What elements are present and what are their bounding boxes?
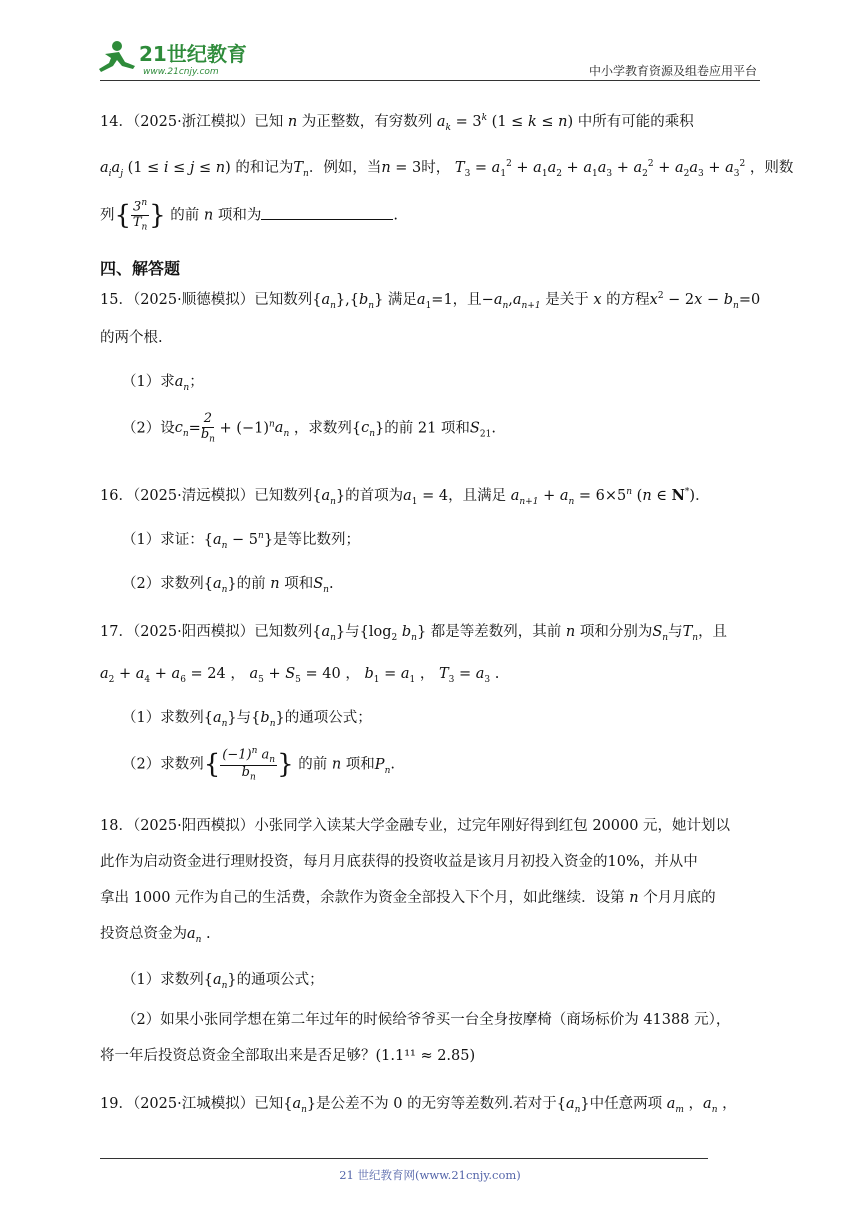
q18-part2-cont: 将一年后投资总资金全部取出来是否足够？(1.1¹¹ ≈ 2.85) (100, 1048, 476, 1064)
q18-part2: （2）如果小张同学想在第二年过年的时候给爷爷买一台全身按摩椅（商场标价为 41388 元）， (122, 1012, 731, 1028)
footer-link[interactable]: 21 世纪教育网(www.21cnjy.com) (339, 1168, 521, 1182)
logo-url-text: www.21cnjy.com (143, 67, 219, 77)
q15-line2: 的两个根. (100, 330, 163, 346)
header-divider (100, 80, 760, 81)
section-heading: 四、解答题 (100, 259, 181, 278)
q18-line4: 投资总资金为$a_n$ . (100, 926, 211, 945)
q14-line2: $a_ia_j$ (1 ≤ i ≤ j ≤ n) 的和记为$T_n$．例如，当n = 3时， $T_3 = a_1^2 + a_1a_2 + a_1a_3 + a_2^2 + a_2a_3 + a_3^2$ ，则数 (100, 159, 794, 179)
q18-line3: 拿出 1000 元作为自己的生活费，余款作为资金全部投入下个月，如此继续．设第 n 个月月底的 (100, 890, 716, 906)
answer-blank[interactable] (261, 205, 393, 220)
header-platform-text: 中小学教育资源及组卷应用平台 (588, 64, 757, 78)
q18-part1: （1）求数列$\{a_n\}$的通项公式； (122, 972, 324, 991)
q16-part1: （1）求证：$\{a_n - 5^n\}$是等比数列； (122, 531, 361, 551)
q18-line2: 此作为启动资金进行理财投资，每月月底获得的投资收益是该月月初投入资金的10%，并从中 (100, 854, 698, 870)
q18-line1: 18．（2025·阳西模拟）小张同学入读某大学金融专业，过完年刚好得到红包 20000 元，她计划以 (100, 818, 731, 834)
q14-line3: 列{ $\frac{3^n}{T_n}$ } 的前 n 项和为 . (100, 198, 398, 233)
footer-divider (100, 1158, 708, 1159)
q17-line1: 17．（2025·阳西模拟）已知数列$\{a_n\}$与{$\log_2$ $b_n$} 都是等差数列，其前 n 项和分别为$S_n$与$T_n$，且 (100, 624, 728, 643)
q19-line1: 19．（2025·江城模拟）已知$\{a_n\}$是公差不为 0 的无穷等差数列.若对于$\{a_n\}$中任意两项 $a_m$ ，$a_n$ ， (100, 1096, 737, 1115)
site-logo (95, 36, 265, 80)
q15-part1: （1）求$a_n$； (122, 374, 204, 393)
q16-line1: 16．（2025·清远模拟）已知数列$\{a_n\}$的首项为$a_1 = 4$，且满足 $a_{n+1} + a_n = 6\times 5^n$ (n ∈ N*)． (100, 487, 710, 507)
q15-part2: （2）设$c_n=$ $\frac{2}{b_n}$ + $(-1)^na_n$ ，求数列$\{c_n\}$的前 21 项和$S_{21}$. (122, 411, 496, 445)
q17-part2: （2）求数列{ $\frac{(-1)^n a_n}{b_n}$ } 的前 n 项和$P_n$. (122, 746, 395, 783)
q17-part1: （1）求数列$\{a_n\}$与$\{b_n\}$的通项公式； (122, 710, 372, 729)
q16-part2: （2）求数列$\{a_n\}$的前 n 项和$S_n$. (122, 576, 334, 595)
q15-line1: 15．（2025·顺德模拟）已知数列$\{a_n\},\{b_n\}$ 满足$a_1=1$，且$-a_n,a_{n+1}$ 是关于 x 的方程$x^2 - 2x - b_n=0$ (100, 291, 761, 311)
q17-line2: $a_2 + a_4 + a_6 = 24$ ， $a_5 + S_5 = 40$ ， $b_1 = a_1$ ， $T_3 = a_3$ . (100, 666, 500, 685)
q14-line1: 14．（2025·浙江模拟）已知 n 为正整数，有穷数列 $a_k = 3^k$ (1 ≤ k ≤ n) 中所有可能的乘积 (100, 113, 694, 133)
logo-main-text: 21世纪教育 (139, 42, 247, 66)
